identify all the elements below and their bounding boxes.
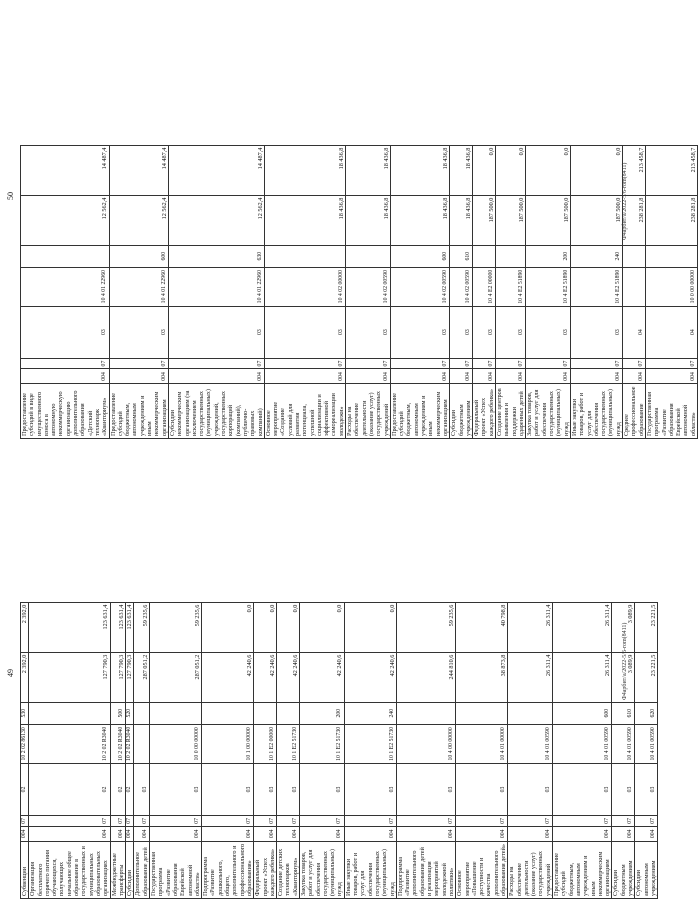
table-row bbox=[168, 145, 264, 438]
amount-year-1-cell: 127 790,3 bbox=[126, 652, 134, 702]
amount-year-1-cell: 42 240,6 bbox=[344, 652, 396, 702]
expense-type-cell: 500 bbox=[110, 702, 126, 724]
row-name-cell: Расходы на обеспечение деятельности (оказание услуг) государственных учреждений bbox=[508, 841, 553, 898]
subsection-code-cell: 03 bbox=[264, 306, 345, 358]
amount-year-1-cell: 187 500,0 bbox=[570, 195, 622, 245]
subsection-code-cell: 02 bbox=[21, 764, 29, 816]
row-name-cell: Иные закупки товаров, работ и услуг для обеспечения государственных (муниципальных) нужд bbox=[344, 841, 396, 898]
row-name-cell: Субвенции bbox=[21, 841, 29, 898]
subsection-code-cell: 02 bbox=[29, 764, 110, 816]
target-article-cell: 10 4 02 00000 bbox=[264, 267, 345, 306]
amount-year-1-cell: 127 790,3 bbox=[110, 652, 126, 702]
ministry-code-cell: 004 bbox=[109, 369, 168, 384]
amount-year-1-cell: 12 562,4 bbox=[168, 195, 264, 245]
subsection-code-cell: 03 bbox=[456, 764, 508, 816]
section-code-cell: 07 bbox=[496, 358, 526, 369]
section-code-cell: 07 bbox=[526, 358, 571, 369]
amount-year-2-cell: 59 235,6 bbox=[396, 602, 455, 652]
expense-type-cell: 240 bbox=[570, 245, 622, 267]
row-name-cell: Межбюджетные трансферты bbox=[110, 841, 126, 898]
target-article-cell: 10 1 E2 51730 bbox=[344, 724, 396, 763]
amount-year-1-cell: 23 221,5 bbox=[635, 652, 658, 702]
ministry-code-cell: 004 bbox=[29, 826, 110, 841]
section-code-cell: 07 bbox=[450, 358, 473, 369]
table-row bbox=[29, 602, 110, 898]
amount-year-2-cell: 0,0 bbox=[254, 602, 277, 652]
table-row bbox=[110, 602, 126, 898]
ministry-code-cell: 004 bbox=[344, 826, 396, 841]
ministry-code-cell: 004 bbox=[496, 369, 526, 384]
ministry-code-cell: 004 bbox=[21, 826, 29, 841]
subsection-code-cell: 03 bbox=[254, 764, 277, 816]
subsection-code-cell: 03 bbox=[553, 764, 612, 816]
amount-year-1-cell: 244 810,6 bbox=[396, 652, 455, 702]
amount-year-2-cell: 0,0 bbox=[344, 602, 396, 652]
row-name-cell: Предоставление субсидий в виде имущественного взноса в автономную некоммерческую организацию дополнительного образования «Детский технопарк «Кванториум» bbox=[21, 384, 110, 439]
section-code-cell: 07 bbox=[456, 816, 508, 827]
row-name-cell: Расходы на обеспечение деятельности (оказание услуг) государственных учреждений bbox=[346, 384, 391, 439]
table-row bbox=[150, 602, 202, 898]
target-article-cell: 10 4 E2 51890 bbox=[526, 267, 571, 306]
amount-year-1-cell: 12 562,4 bbox=[21, 195, 110, 245]
amount-year-2-cell: 0,0 bbox=[299, 602, 344, 652]
subsection-code-cell: 03 bbox=[150, 764, 202, 816]
ministry-code-cell: 004 bbox=[110, 826, 126, 841]
target-article-cell: 10 4 01 00590 bbox=[635, 724, 658, 763]
table-row bbox=[126, 602, 134, 898]
row-name-cell: Организация бесплатного горячего питания обучающихся, получающих начальное общее образование в государственных и муниципальных образовательных организациях bbox=[29, 841, 110, 898]
section-code-cell: 07 bbox=[150, 816, 202, 827]
target-article-cell bbox=[623, 267, 646, 306]
budget-rows-right bbox=[21, 145, 698, 438]
ministry-code-cell: 004 bbox=[612, 826, 635, 841]
ministry-code-cell: 004 bbox=[277, 826, 300, 841]
ministry-code-cell: 004 bbox=[396, 826, 455, 841]
amount-year-1-cell: 127 790,3 bbox=[29, 652, 110, 702]
amount-year-2-cell: 18 436,8 bbox=[346, 145, 391, 195]
row-name-cell: Субсидии бюджетным учреждениям bbox=[612, 841, 635, 898]
expense-type-cell bbox=[473, 245, 496, 267]
table-row bbox=[134, 602, 150, 898]
expense-type-cell: 200 bbox=[299, 702, 344, 724]
section-code-cell: 07 bbox=[254, 816, 277, 827]
amount-year-1-cell: 18 436,8 bbox=[390, 195, 449, 245]
expense-type-cell: 520 bbox=[126, 702, 134, 724]
subsection-code-cell: 03 bbox=[390, 306, 449, 358]
row-name-cell: Государственная программа «Развитие образования Еврейской автономной области» bbox=[645, 384, 697, 439]
expense-type-cell bbox=[202, 702, 254, 724]
row-name-cell: Подпрограмма «Развитие дополнительного образования детей и реализация мероприятий молодежной политики» bbox=[396, 841, 455, 898]
page-number-right: 50 bbox=[6, 192, 15, 200]
row-name-cell: Подпрограмма «Развитие дошкольного, общего, дополнительного и профессионального образования» bbox=[202, 841, 254, 898]
subsection-code-cell: 03 bbox=[109, 306, 168, 358]
expense-type-cell: 600 bbox=[390, 245, 449, 267]
subsection-code-cell: 03 bbox=[508, 764, 553, 816]
section-code-cell: 07 bbox=[21, 358, 110, 369]
amount-year-1-cell: 238 281,8 bbox=[645, 195, 697, 245]
amount-year-2-cell: 213 458,7 bbox=[623, 145, 646, 195]
ministry-code-cell: 004 bbox=[202, 826, 254, 841]
budget-table-left bbox=[20, 602, 658, 899]
row-name-cell: Создание детских технопарков «Кванториум» bbox=[277, 841, 300, 898]
expense-type-cell: 610 bbox=[612, 702, 635, 724]
ministry-code-cell: 004 bbox=[264, 369, 345, 384]
target-article-cell: 10 0 00 00000 bbox=[150, 724, 202, 763]
table-row bbox=[508, 602, 553, 898]
amount-year-1-cell: 42 240,6 bbox=[254, 652, 277, 702]
amount-year-2-cell: 59 235,6 bbox=[150, 602, 202, 652]
subsection-code-cell: 03 bbox=[396, 764, 455, 816]
section-code-cell: 07 bbox=[612, 816, 635, 827]
table-row bbox=[456, 602, 508, 898]
target-article-cell: 10 4 01 00000 bbox=[456, 724, 508, 763]
row-name-cell: Закупка товаров, работ и услуг для обеспечения государственных (муниципальных) нужд bbox=[526, 384, 571, 439]
ministry-code-cell: 004 bbox=[134, 826, 150, 841]
ministry-code-cell: 004 bbox=[150, 826, 202, 841]
table-row bbox=[202, 602, 254, 898]
section-code-cell: 07 bbox=[21, 816, 29, 827]
row-name-cell: Предоставление субсидий бюджетным, автономным учреждениям и иным некоммерческим организациям bbox=[109, 384, 168, 439]
table-row bbox=[645, 145, 697, 438]
row-name-cell: Основное мероприятие «Повышение доступности и качества дополнительного образования детей» bbox=[456, 841, 508, 898]
amount-year-2-cell: 0,0 bbox=[277, 602, 300, 652]
row-name-cell: Субсидии bbox=[126, 841, 134, 898]
row-name-cell: Субсидии бюджетным учреждениям bbox=[450, 384, 473, 439]
section-code-cell: 07 bbox=[396, 816, 455, 827]
row-name-cell: Закупка товаров, работ и услуг для обеспечения государственных (муниципальных) нужд bbox=[299, 841, 344, 898]
target-article-cell: 10 4 E2 51890 bbox=[570, 267, 622, 306]
section-code-cell: 07 bbox=[277, 816, 300, 827]
section-code-cell: 07 bbox=[570, 358, 622, 369]
amount-year-1-cell: 12 562,4 bbox=[109, 195, 168, 245]
table-row bbox=[450, 145, 473, 438]
budget-table-right bbox=[20, 145, 698, 439]
footer-stamp-right: Ф4арбит/а/2022-5/6-rom(8411) bbox=[622, 162, 628, 240]
subsection-code-cell: 03 bbox=[635, 764, 658, 816]
amount-year-2-cell: 14 487,4 bbox=[168, 145, 264, 195]
table-row bbox=[553, 602, 612, 898]
expense-type-cell bbox=[623, 245, 646, 267]
ministry-code-cell: 004 bbox=[526, 369, 571, 384]
section-code-cell: 07 bbox=[645, 358, 697, 369]
subsection-code-cell: 04 bbox=[645, 306, 697, 358]
subsection-code-cell: 03 bbox=[299, 764, 344, 816]
section-code-cell: 07 bbox=[110, 816, 126, 827]
ministry-code-cell: 004 bbox=[635, 826, 658, 841]
row-name-cell: Федеральный проект «Успех каждого ребенка» bbox=[254, 841, 277, 898]
expense-type-cell bbox=[508, 702, 553, 724]
footer-stamp-left: Ф4арбит/а/2022-5/6-rom(8411) bbox=[622, 622, 628, 700]
target-article-cell: 10 2 02 86130 bbox=[21, 724, 29, 763]
amount-year-1-cell: 238 281,8 bbox=[623, 195, 646, 245]
expense-type-cell: 620 bbox=[635, 702, 658, 724]
row-name-cell: Дополнительное образование детей bbox=[134, 841, 150, 898]
expense-type-cell bbox=[150, 702, 202, 724]
target-article-cell: 10 4 01 00590 bbox=[553, 724, 612, 763]
section-code-cell: 07 bbox=[126, 816, 134, 827]
ministry-code-cell: 004 bbox=[126, 826, 134, 841]
row-name-cell: Предоставление субсидий бюджетным, автономным учреждениям и иным некоммерческим организациям bbox=[390, 384, 449, 439]
expense-type-cell: 600 bbox=[553, 702, 612, 724]
ministry-code-cell: 004 bbox=[299, 826, 344, 841]
target-article-cell: 10 4 01 00590 bbox=[612, 724, 635, 763]
amount-year-2-cell: 0,0 bbox=[473, 145, 496, 195]
amount-year-1-cell: 18 436,8 bbox=[264, 195, 345, 245]
section-code-cell: 07 bbox=[553, 816, 612, 827]
ministry-code-cell: 004 bbox=[21, 369, 110, 384]
row-name-cell: Федеральный проект «Успех каждого ребенка» bbox=[473, 384, 496, 439]
row-name-cell: Субсидии некоммерческим организациям (за исключением государственных (муниципальных) учреждений, государственных корпораций (компаний), публично-правовых компаний) bbox=[168, 384, 264, 439]
amount-year-1-cell: 26 311,4 bbox=[553, 652, 612, 702]
amount-year-1-cell: 18 436,8 bbox=[346, 195, 391, 245]
expense-type-cell bbox=[254, 702, 277, 724]
ministry-code-cell: 004 bbox=[456, 826, 508, 841]
target-article-cell: 10 4 01 00590 bbox=[508, 724, 553, 763]
amount-year-1-cell: 42 240,6 bbox=[299, 652, 344, 702]
row-name-cell: Субсидии автономным учреждениям bbox=[635, 841, 658, 898]
section-code-cell: 07 bbox=[508, 816, 553, 827]
row-name-cell: Предоставление субсидий бюджетным, автономным учреждениям и иным некоммерческим организациям bbox=[553, 841, 612, 898]
subsection-code-cell: 03 bbox=[344, 764, 396, 816]
amount-year-2-cell: 23 221,5 bbox=[635, 602, 658, 652]
table-row bbox=[254, 602, 277, 898]
amount-year-2-cell: 26 311,4 bbox=[553, 602, 612, 652]
ministry-code-cell: 004 bbox=[168, 369, 264, 384]
table-row bbox=[570, 145, 622, 438]
amount-year-2-cell: 14 487,4 bbox=[109, 145, 168, 195]
target-article-cell: 10 2 02 R3040 bbox=[110, 724, 126, 763]
subsection-code-cell: 03 bbox=[21, 306, 110, 358]
expense-type-cell bbox=[277, 702, 300, 724]
ministry-code-cell: 004 bbox=[645, 369, 697, 384]
amount-year-1-cell: 3 089,9 bbox=[612, 652, 635, 702]
amount-year-2-cell: 0,0 bbox=[526, 145, 571, 195]
section-code-cell: 07 bbox=[134, 816, 150, 827]
table-row bbox=[473, 145, 496, 438]
target-article-cell: 10 4 01 22960 bbox=[168, 267, 264, 306]
section-code-cell: 07 bbox=[473, 358, 496, 369]
amount-year-2-cell: 14 487,4 bbox=[21, 145, 110, 195]
expense-type-cell bbox=[396, 702, 455, 724]
target-article-cell: 10 0 00 00000 bbox=[645, 267, 697, 306]
amount-year-2-cell: 18 436,8 bbox=[264, 145, 345, 195]
section-code-cell: 07 bbox=[390, 358, 449, 369]
expense-type-cell: 630 bbox=[168, 245, 264, 267]
section-code-cell: 07 bbox=[623, 358, 646, 369]
section-code-cell: 07 bbox=[344, 816, 396, 827]
row-name-cell: Государственная программа «Развитие образования Еврейской автономной области» bbox=[150, 841, 202, 898]
ministry-code-cell: 004 bbox=[623, 369, 646, 384]
target-article-cell: 10 4 E2 00000 bbox=[473, 267, 496, 306]
expense-type-cell bbox=[346, 245, 391, 267]
subsection-code-cell: 02 bbox=[126, 764, 134, 816]
row-name-cell: Иные закупки товаров, работ и услуг для обеспечения государственных (муниципальных) нужд bbox=[570, 384, 622, 439]
target-article-cell: 10 4 02 00590 bbox=[450, 267, 473, 306]
subsection-code-cell: 03 bbox=[496, 306, 526, 358]
row-name-cell: Среднее профессиональное образование bbox=[623, 384, 646, 439]
subsection-code-cell: 03 bbox=[277, 764, 300, 816]
amount-year-1-cell: 26 311,4 bbox=[508, 652, 553, 702]
amount-year-2-cell: 59 235,6 bbox=[134, 602, 150, 652]
table-row bbox=[526, 145, 571, 438]
expense-type-cell: 240 bbox=[344, 702, 396, 724]
table-row bbox=[344, 602, 396, 898]
expense-type-cell: 600 bbox=[109, 245, 168, 267]
amount-year-1-cell: 42 240,6 bbox=[202, 652, 254, 702]
section-code-cell: 07 bbox=[346, 358, 391, 369]
target-article-cell: 10 1 E2 51730 bbox=[277, 724, 300, 763]
target-article-cell: 10 4 E2 51890 bbox=[496, 267, 526, 306]
ministry-code-cell: 004 bbox=[473, 369, 496, 384]
expense-type-cell bbox=[456, 702, 508, 724]
ministry-code-cell: 004 bbox=[553, 826, 612, 841]
amount-year-2-cell: 18 436,8 bbox=[390, 145, 449, 195]
target-article-cell: 10 2 02 R3040 bbox=[126, 724, 134, 763]
ministry-code-cell: 004 bbox=[346, 369, 391, 384]
section-code-cell: 07 bbox=[109, 358, 168, 369]
subsection-code-cell: 02 bbox=[110, 764, 126, 816]
amount-year-1-cell: 2 392,0 bbox=[21, 652, 29, 702]
page-number-left: 49 bbox=[6, 669, 15, 677]
target-article-cell: 10 2 02 R3040 bbox=[29, 724, 110, 763]
expense-type-cell: 200 bbox=[526, 245, 571, 267]
subsection-code-cell: 03 bbox=[450, 306, 473, 358]
amount-year-1-cell: 187 500,0 bbox=[526, 195, 571, 245]
ministry-code-cell: 004 bbox=[450, 369, 473, 384]
expense-type-cell bbox=[264, 245, 345, 267]
section-code-cell: 07 bbox=[29, 816, 110, 827]
amount-year-2-cell: 2 392,0 bbox=[21, 602, 29, 652]
target-article-cell: 10 4 02 00590 bbox=[390, 267, 449, 306]
amount-year-2-cell: 0,0 bbox=[496, 145, 526, 195]
table-row bbox=[21, 145, 110, 438]
expense-type-cell bbox=[496, 245, 526, 267]
amount-year-1-cell: 287 051,2 bbox=[150, 652, 202, 702]
expense-type-cell bbox=[645, 245, 697, 267]
expense-type-cell bbox=[134, 702, 150, 724]
table-row bbox=[21, 602, 29, 898]
section-code-cell: 07 bbox=[635, 816, 658, 827]
table-row bbox=[109, 145, 168, 438]
ministry-code-cell: 004 bbox=[390, 369, 449, 384]
expense-type-cell: 530 bbox=[21, 702, 29, 724]
expense-type-cell bbox=[29, 702, 110, 724]
target-article-cell: 10 1 E2 51730 bbox=[299, 724, 344, 763]
amount-year-1-cell: 38 873,8 bbox=[456, 652, 508, 702]
subsection-code-cell: 03 bbox=[526, 306, 571, 358]
target-article-cell: 10 4 01 22960 bbox=[21, 267, 110, 306]
target-article-cell: 10 4 01 22960 bbox=[109, 267, 168, 306]
target-article-cell: 10 1 E2 00000 bbox=[254, 724, 277, 763]
target-article-cell bbox=[134, 724, 150, 763]
table-row bbox=[264, 145, 345, 438]
subsection-code-cell: 03 bbox=[473, 306, 496, 358]
expense-type-cell bbox=[21, 245, 110, 267]
row-name-cell: Основное мероприятие «Создание условий для развития потенциала, успешной социализации и эффективной самореализации молодежи» bbox=[264, 384, 345, 439]
ministry-code-cell: 004 bbox=[570, 369, 622, 384]
amount-year-2-cell: 0,0 bbox=[570, 145, 622, 195]
amount-year-2-cell: 26 311,4 bbox=[508, 602, 553, 652]
subsection-code-cell: 04 bbox=[623, 306, 646, 358]
table-row bbox=[396, 602, 455, 898]
amount-year-1-cell: 187 500,0 bbox=[473, 195, 496, 245]
table-row bbox=[496, 145, 526, 438]
amount-year-2-cell: 40 798,8 bbox=[456, 602, 508, 652]
section-code-cell: 07 bbox=[299, 816, 344, 827]
table-row bbox=[299, 602, 344, 898]
amount-year-2-cell: 0,0 bbox=[202, 602, 254, 652]
subsection-code-cell: 03 bbox=[570, 306, 622, 358]
amount-year-1-cell: 42 240,6 bbox=[277, 652, 300, 702]
amount-year-2-cell: 123 631,4 bbox=[110, 602, 126, 652]
row-name-cell: Создание центров выявления и поддержки одаренных детей bbox=[496, 384, 526, 439]
subsection-code-cell: 03 bbox=[134, 764, 150, 816]
amount-year-2-cell: 123 631,4 bbox=[126, 602, 134, 652]
amount-year-1-cell: 18 436,8 bbox=[450, 195, 473, 245]
target-article-cell: 10 4 00 00000 bbox=[396, 724, 455, 763]
section-code-cell: 07 bbox=[264, 358, 345, 369]
ministry-code-cell: 004 bbox=[508, 826, 553, 841]
section-code-cell: 07 bbox=[202, 816, 254, 827]
target-article-cell: 10 1 00 00000 bbox=[202, 724, 254, 763]
amount-year-1-cell: 287 051,2 bbox=[134, 652, 150, 702]
subsection-code-cell: 03 bbox=[168, 306, 264, 358]
subsection-code-cell: 03 bbox=[202, 764, 254, 816]
ministry-code-cell: 004 bbox=[254, 826, 277, 841]
table-row bbox=[277, 602, 300, 898]
amount-year-2-cell: 18 436,8 bbox=[450, 145, 473, 195]
table-row bbox=[635, 602, 658, 898]
subsection-code-cell: 03 bbox=[612, 764, 635, 816]
target-article-cell: 10 4 02 00590 bbox=[346, 267, 391, 306]
table-row bbox=[390, 145, 449, 438]
budget-rows-left bbox=[21, 602, 658, 898]
expense-type-cell: 610 bbox=[450, 245, 473, 267]
amount-year-2-cell: 213 458,7 bbox=[645, 145, 697, 195]
amount-year-2-cell: 123 631,4 bbox=[29, 602, 110, 652]
section-code-cell: 07 bbox=[168, 358, 264, 369]
amount-year-1-cell: 187 500,0 bbox=[496, 195, 526, 245]
amount-year-2-cell: 3 089,9 bbox=[612, 602, 635, 652]
table-row bbox=[346, 145, 391, 438]
subsection-code-cell: 03 bbox=[346, 306, 391, 358]
